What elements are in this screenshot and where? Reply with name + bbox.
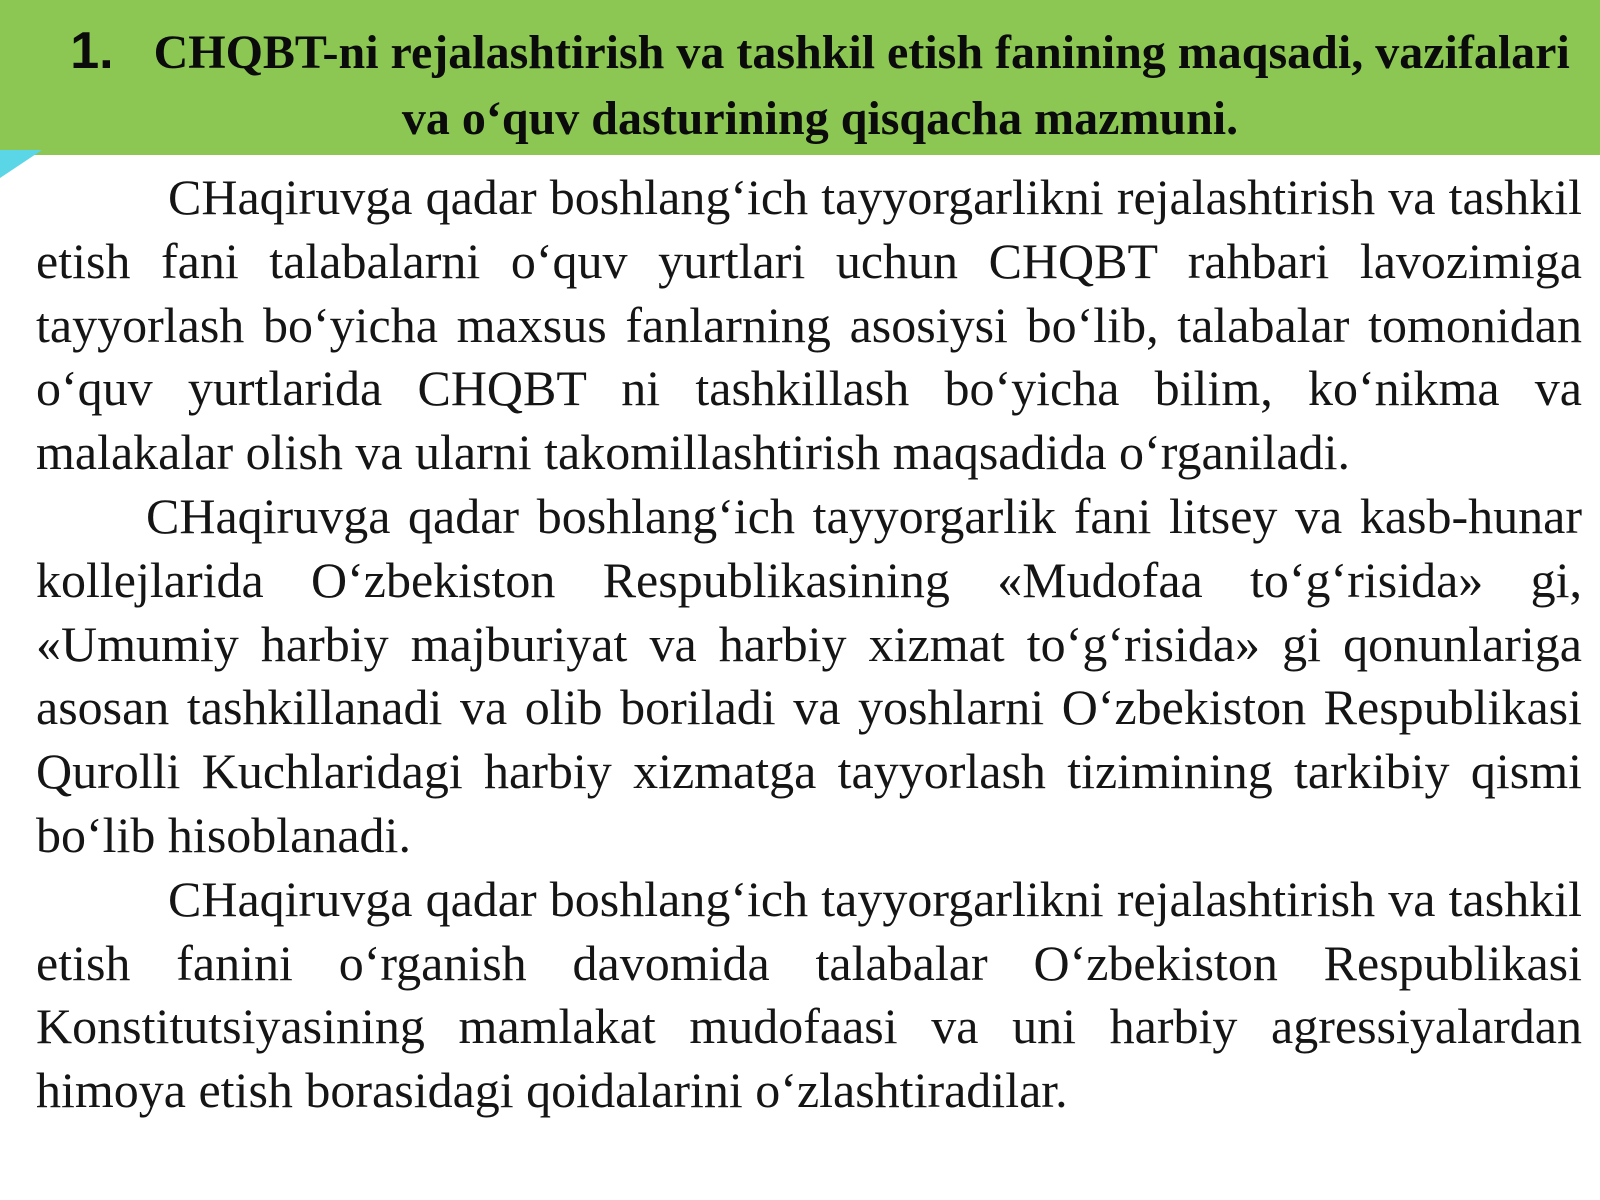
paragraph-2: CHaqiruvga qadar boshlang‘ich tayyorgarlik fani litsey va kasb-hunar kollejlarida O‘zbekiston Respublikasining «Mudofaa to‘g‘risida» gi, «Umumiy harbiy majburiyat va harbiy xizmat to‘g‘risida» gi qonunlariga asosan tashkillanadi va olib boriladi va yoshlarni O‘zbekiston Respublikasi Qurolli Kuchlaridagi harbiy xizmatga tayyorlash tizimining tarkibiy qismi bo‘lib hisoblanadi. (36, 487, 1582, 863)
paragraph-1: CHaqiruvga qadar boshlang‘ich tayyorgarlikni rejalashtirish va tashkil etish fani talabalarni o‘quv yurtlari uchun CHQBT rahbari lavozimiga tayyorlash bo‘yicha maxsus fanlarning asosiysi bo‘lib, talabalar tomonidan o‘quv yurtlarida CHQBT ni tashkillash bo‘yicha bilim, ko‘nikma va malakalar olish va ularni takomillashtirish maqsadida o‘rganiladi. (36, 169, 1582, 481)
body-text (36, 166, 1582, 1123)
section-number: 1. (70, 22, 114, 80)
slide-title-text: CHQBT-ni rejalashtirish va tashkil etish fanining maqsadi, vazifalari va o‘quv dasturining qisqacha mazmuni. (153, 26, 1570, 145)
slide-title (60, 18, 1580, 152)
paragraph-3: CHaqiruvga qadar boshlang‘ich tayyorgarlikni rejalashtirish va tashkil etish fanini o‘rganish davomida talabalar O‘zbekiston Respublikasi Konstitutsiyasining mamlakat mudofaasi va uni harbiy agressiyalardan himoya etish borasidagi qoidalarini o‘zlashtiradilar. (36, 870, 1582, 1119)
